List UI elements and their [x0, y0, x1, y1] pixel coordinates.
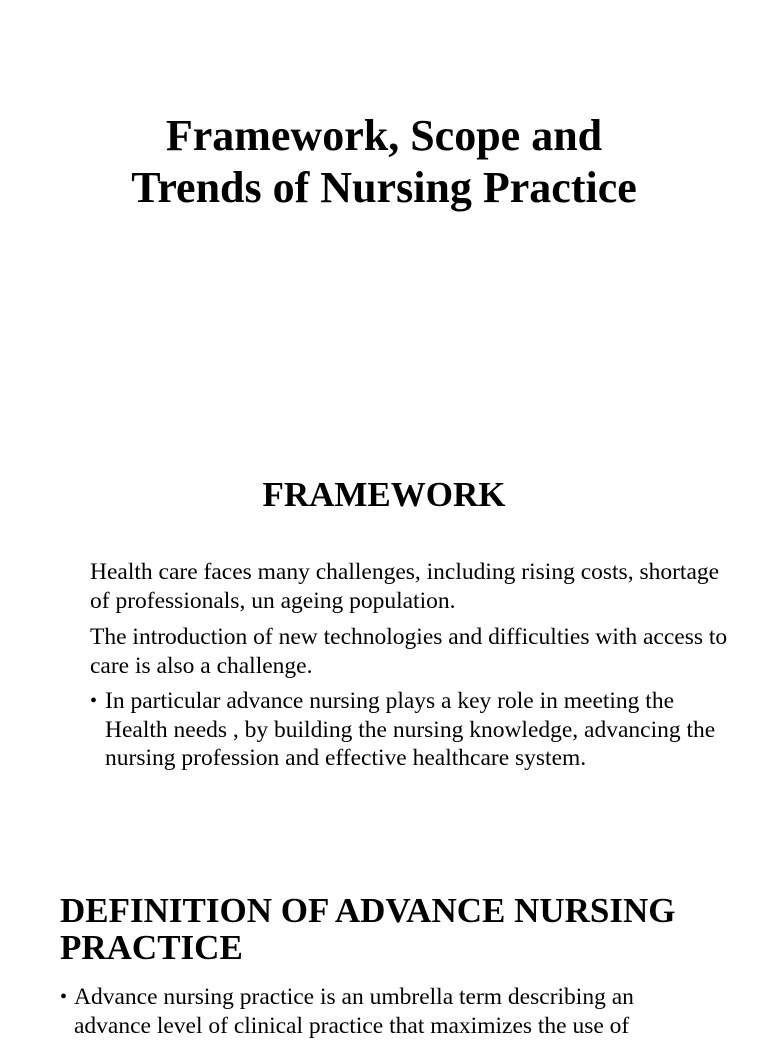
title-slide	[0, 0, 768, 380]
presentation-title	[0, 110, 768, 214]
bullet-icon: •	[90, 690, 98, 712]
framework-slide	[0, 380, 768, 850]
title-line: Framework, Scope and	[165, 111, 603, 160]
definition-heading: DEFINITION OF ADVANCE NURSING PRACTICE	[60, 891, 676, 967]
definition-slide	[0, 850, 768, 1039]
framework-paragraph: The introduction of new technologies and difficulties with access to care is also a challenge.	[90, 624, 728, 679]
framework-paragraph: Health care faces many challenges, including rising costs, shortage of professionals, un ageing population.	[90, 559, 720, 614]
title-line: Trends of Nursing Practice	[131, 163, 637, 212]
bullet-icon: •	[60, 986, 68, 1008]
bullet-text: In particular advance nursing plays a key role in meeting the Health needs , by building the nursing knowledge, advancing the nursing profession and effective healthcare system.	[105, 688, 716, 771]
framework-heading: FRAMEWORK	[262, 475, 506, 514]
framework-bullet	[90, 687, 730, 773]
bullet-text: Advance nursing practice is an umbrella term describing an advance level of clinical practice that maximizes the use of	[74, 984, 634, 1039]
definition-bullet	[60, 983, 710, 1040]
